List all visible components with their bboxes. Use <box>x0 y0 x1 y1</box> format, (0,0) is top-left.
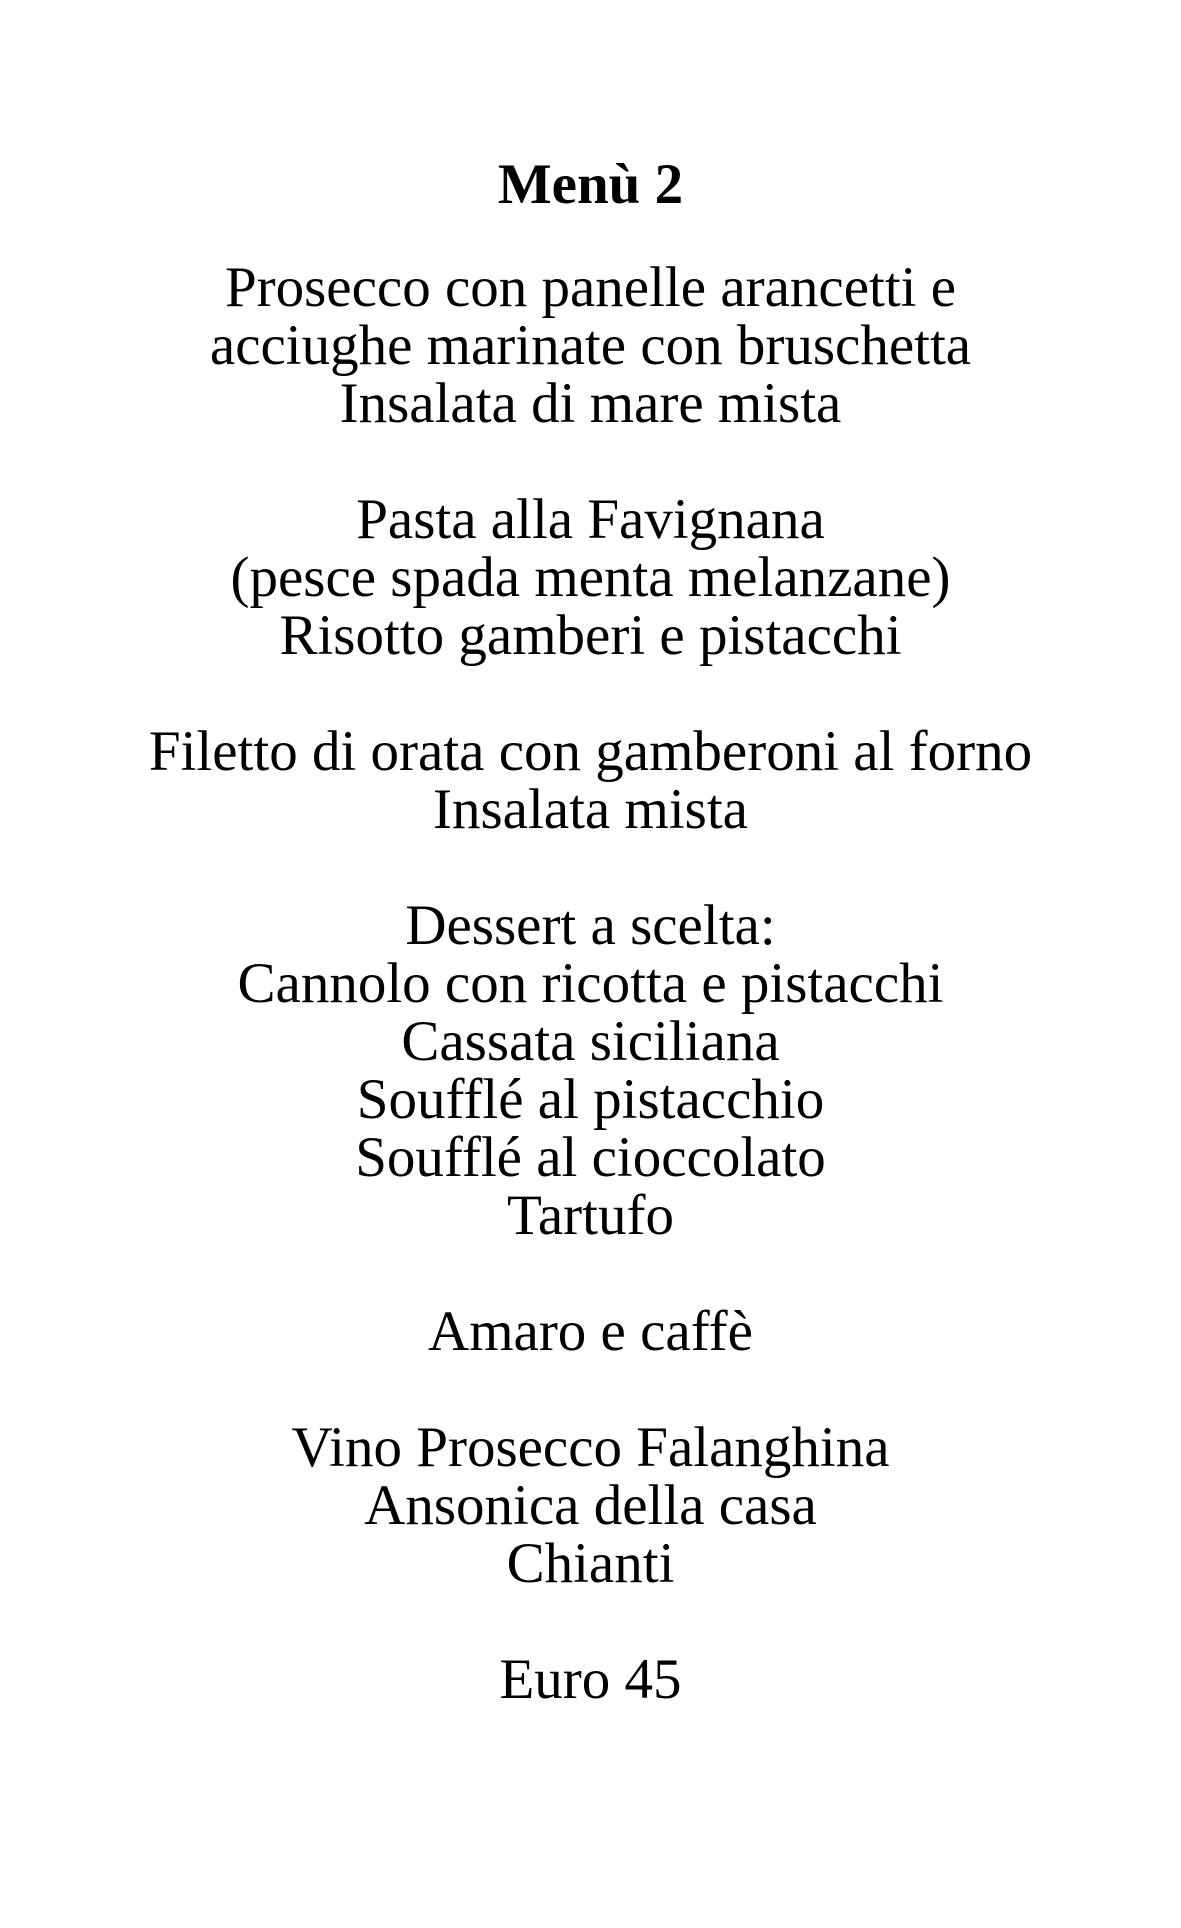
menu-line: Chianti <box>506 1532 675 1595</box>
section-dessert <box>0 894 1181 1247</box>
section-primi <box>0 488 1181 667</box>
menu-line: Insalata mista <box>433 778 748 841</box>
menu-title: Menù 2 <box>497 153 684 216</box>
menu-line: Dessert a scelta: <box>405 894 776 957</box>
menu-line: Ansonica della casa <box>364 1474 817 1537</box>
menu-line: acciughe marinate con bruschetta <box>209 314 972 377</box>
section-amaro <box>0 1300 1181 1363</box>
menu-line: Prosecco con panelle arancetti e <box>224 256 957 319</box>
menu-line: Cannolo con ricotta e pistacchi <box>237 952 944 1015</box>
section-antipasti <box>0 256 1181 435</box>
menu-price: Euro 45 <box>499 1648 682 1711</box>
menu-line: Soufflé al pistacchio <box>356 1068 825 1131</box>
menu-line: (pesce spada menta melanzane) <box>230 546 951 609</box>
section-price <box>0 1648 1181 1711</box>
section-vino <box>0 1416 1181 1595</box>
menu-line: Cassata siciliana <box>401 1010 780 1073</box>
menu-line: Amaro e caffè <box>428 1300 753 1363</box>
menu-line: Soufflé al cioccolato <box>355 1126 826 1189</box>
menu-line: Tartufo <box>507 1184 674 1247</box>
menu-line: Risotto gamberi e pistacchi <box>279 604 902 667</box>
menu-line: Insalata di mare mista <box>339 372 842 435</box>
menu-line: Vino Prosecco Falanghina <box>291 1416 890 1479</box>
menu-line: Pasta alla Favignana <box>356 488 825 551</box>
menu-line: Filetto di orata con gamberoni al forno <box>148 720 1033 783</box>
section-secondi <box>0 720 1181 841</box>
